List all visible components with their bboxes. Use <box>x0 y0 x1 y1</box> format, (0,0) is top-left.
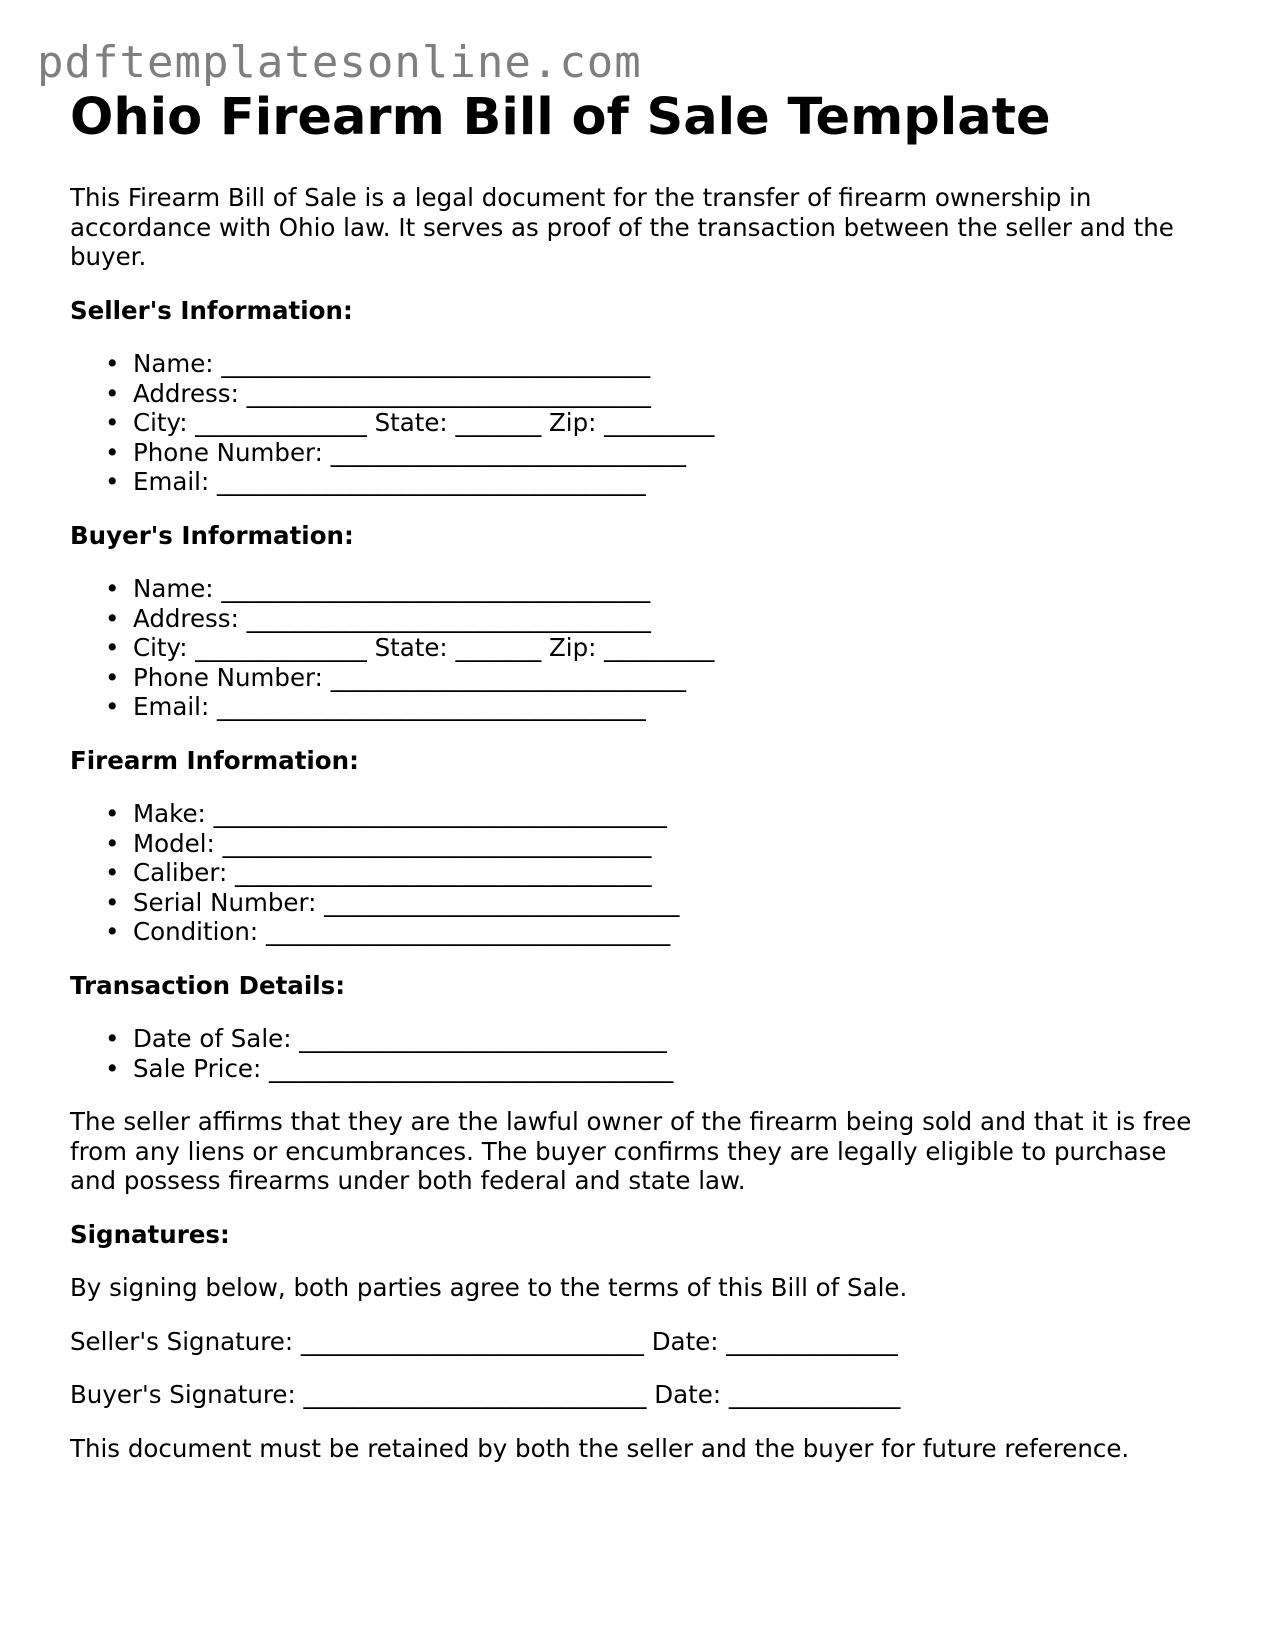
sale-price-field[interactable]: • Sale Price: _________________________________ <box>105 1053 674 1083</box>
firearm-model-field[interactable]: • Model: ___________________________________ <box>105 828 652 858</box>
bullet-icon: • <box>105 467 120 496</box>
buyer-name-field[interactable]: • Name: ___________________________________ <box>105 574 651 603</box>
watermark: pdftemplatesonline.com <box>37 37 642 88</box>
firearm-section-title: Firearm Information: <box>70 745 359 775</box>
bullet-icon: • <box>105 349 120 378</box>
sale-date-field[interactable]: • Date of Sale: ______________________________ <box>105 1024 667 1053</box>
bullet-icon: • <box>105 633 120 662</box>
buyer-email-field[interactable]: • Email: ___________________________________ <box>105 692 646 721</box>
bullet-icon: • <box>105 887 120 917</box>
retention-notice: This document must be retained by both the seller and the buyer for future reference. <box>70 1433 1130 1463</box>
bullet-icon: • <box>105 574 120 603</box>
bullet-icon: • <box>105 378 120 408</box>
bullet-icon: • <box>105 828 120 858</box>
buyer-address-field[interactable]: • Address: _________________________________ <box>105 603 651 633</box>
affirmation-paragraph: The seller affirms that they are the lawful owner of the firearm being sold and that it is free from any liens or encumbrances. The buyer confirms they are legally eligible to purchase and possess firearms under both federal and state law. <box>70 1107 1192 1195</box>
bullet-icon: • <box>105 692 120 721</box>
firearm-condition-field[interactable]: • Condition: _________________________________ <box>105 917 671 946</box>
firearm-caliber-field[interactable]: • Caliber: __________________________________ <box>105 858 652 887</box>
firearm-serial-number-field[interactable]: • Serial Number: _____________________________ <box>105 887 680 917</box>
bullet-icon: • <box>105 858 120 887</box>
buyer-section-title: Buyer's Information: <box>70 520 354 550</box>
buyer-phone-field[interactable]: • Phone Number: _____________________________ <box>105 662 686 692</box>
transaction-fields-list <box>70 1024 1220 1083</box>
bullet-icon: • <box>105 1053 120 1083</box>
intro-paragraph: This Firearm Bill of Sale is a legal document for the transfer of firearm ownership in accordance with Ohio law. It serves as proof of the transaction between the seller and the buyer. <box>70 183 1174 271</box>
document-body <box>70 88 1220 1463</box>
signatures-section-title: Signatures: <box>70 1219 230 1249</box>
bullet-icon: • <box>105 662 120 692</box>
document-title: Ohio Firearm Bill of Sale Template <box>70 88 1051 147</box>
seller-section-title: Seller's Information: <box>70 295 353 325</box>
firearm-fields-list <box>70 799 1220 947</box>
seller-city-state-zip-field[interactable]: • City: ______________ State: _______ Zip: _________ <box>105 408 715 437</box>
bullet-icon: • <box>105 1024 120 1053</box>
seller-name-field[interactable]: • Name: ___________________________________ <box>105 349 651 378</box>
buyer-city-state-zip-field[interactable]: • City: ______________ State: _______ Zip: _________ <box>105 633 715 662</box>
bullet-icon: • <box>105 917 120 946</box>
seller-email-field[interactable]: • Email: ___________________________________ <box>105 467 646 496</box>
seller-fields-list <box>70 349 1220 497</box>
bullet-icon: • <box>105 603 120 633</box>
buyer-signature-line[interactable]: Buyer's Signature: ____________________________ Date: ______________ <box>70 1380 901 1409</box>
seller-signature-line[interactable]: Seller's Signature: ____________________________ Date: ______________ <box>70 1326 898 1356</box>
signatures-intro: By signing below, both parties agree to the terms of this Bill of Sale. <box>70 1273 908 1302</box>
bullet-icon: • <box>105 408 120 437</box>
firearm-make-field[interactable]: • Make: _____________________________________ <box>105 799 667 828</box>
seller-phone-field[interactable]: • Phone Number: _____________________________ <box>105 437 686 467</box>
bullet-icon: • <box>105 437 120 467</box>
bullet-icon: • <box>105 799 120 828</box>
transaction-section-title: Transaction Details: <box>70 970 346 1000</box>
buyer-fields-list <box>70 574 1220 722</box>
seller-address-field[interactable]: • Address: _________________________________ <box>105 378 651 408</box>
